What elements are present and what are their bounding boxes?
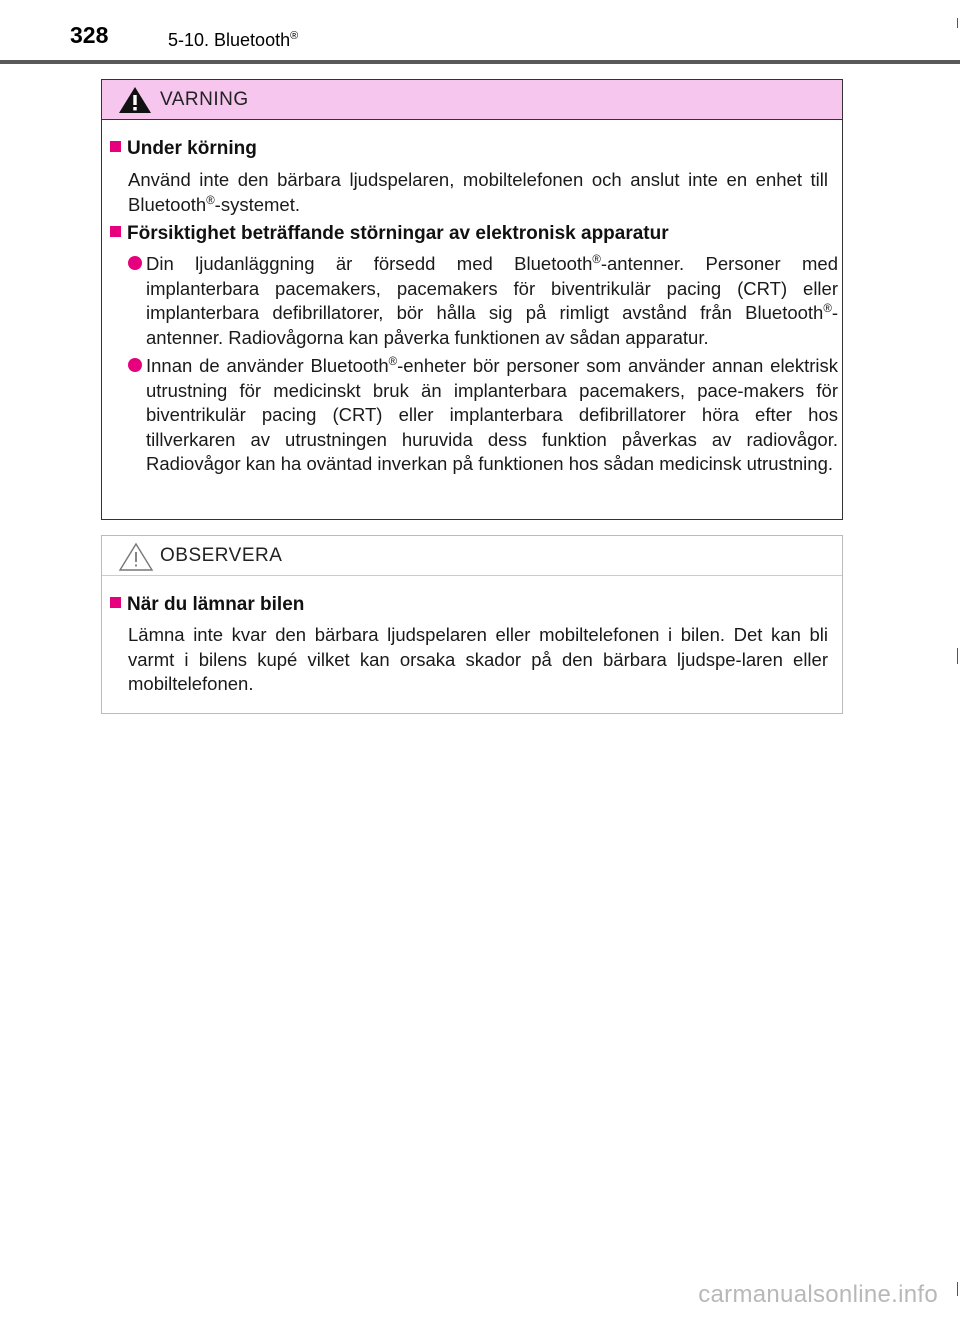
- warning-box-header: [102, 80, 842, 120]
- caution-outline-triangle-icon: [118, 542, 154, 572]
- notice-item-heading: När du lämnar bilen: [110, 594, 304, 616]
- warning-bullet: [128, 252, 838, 350]
- warning-item-heading: Under körning: [110, 138, 257, 160]
- section-title-text: 5-10. Bluetooth: [168, 30, 291, 50]
- square-bullet-icon: [110, 226, 121, 237]
- square-bullet-icon: [110, 141, 121, 152]
- warning-item-text: Använd inte den bärbara ljudspelaren, mobiltelefonen och anslut inte en enhet till Bluetooth®-systemet.: [128, 169, 828, 215]
- registered-mark: ®: [290, 30, 299, 42]
- notice-box: [101, 535, 843, 714]
- crop-mark: [957, 18, 958, 28]
- section-title: [168, 30, 298, 51]
- crop-mark: [957, 1282, 958, 1296]
- warning-bullet: [128, 354, 838, 477]
- round-bullet-icon: [128, 256, 142, 270]
- notice-label: OBSERVERA: [160, 545, 283, 566]
- warning-triangle-icon: [118, 86, 152, 114]
- warning-item-heading: Försiktighet beträffande störningar av elektronisk apparatur: [110, 223, 669, 245]
- header-rule: [0, 60, 960, 64]
- page-number: 328: [70, 22, 109, 48]
- warning-label: VARNING: [160, 89, 249, 110]
- notice-item-text: Lämna inte kvar den bärbara ljudspelaren eller mobiltelefonen i bilen. Det kan bli varmt i bilens kupé vilket kan orsaka skador på den bärbara ljudspe-laren eller mobiltelefonen.: [128, 624, 828, 694]
- watermark: carmanualsonline.info: [698, 1281, 938, 1308]
- round-bullet-icon: [128, 358, 142, 372]
- warning-bullet-text: Din ljudanläggning är försedd med Bluetooth®-antenner. Personer med implanterbara pacemakers, pacemakers för biventrikulär pacing (CRT) eller implanterbara defibrillatorer, bör hålla sig på rimligt avstånd från Bluetooth®-antenner. Radiovågorna kan påverka funktionen av sådan apparatur.: [146, 253, 838, 348]
- warning-bullet-text: Innan de använder Bluetooth®-enheter bör personer som använder annan elektrisk utrustning för medicinskt bruk än implanterbara pacemakers, pace-makers för biventrikulär pacing (CRT) eller implanterbara defibrillatorer höra efter hos tillverkaren av utrustningen huruvida dess funktion påverkas av radiovågor. Radiovågor kan ha oväntad inverkan på funktionen hos sådan medicinsk utrustning.: [146, 355, 839, 474]
- square-bullet-icon: [110, 597, 121, 608]
- crop-mark: [957, 648, 958, 664]
- page-header: [0, 0, 960, 64]
- notice-box-header: [102, 536, 842, 576]
- warning-box: [101, 79, 843, 520]
